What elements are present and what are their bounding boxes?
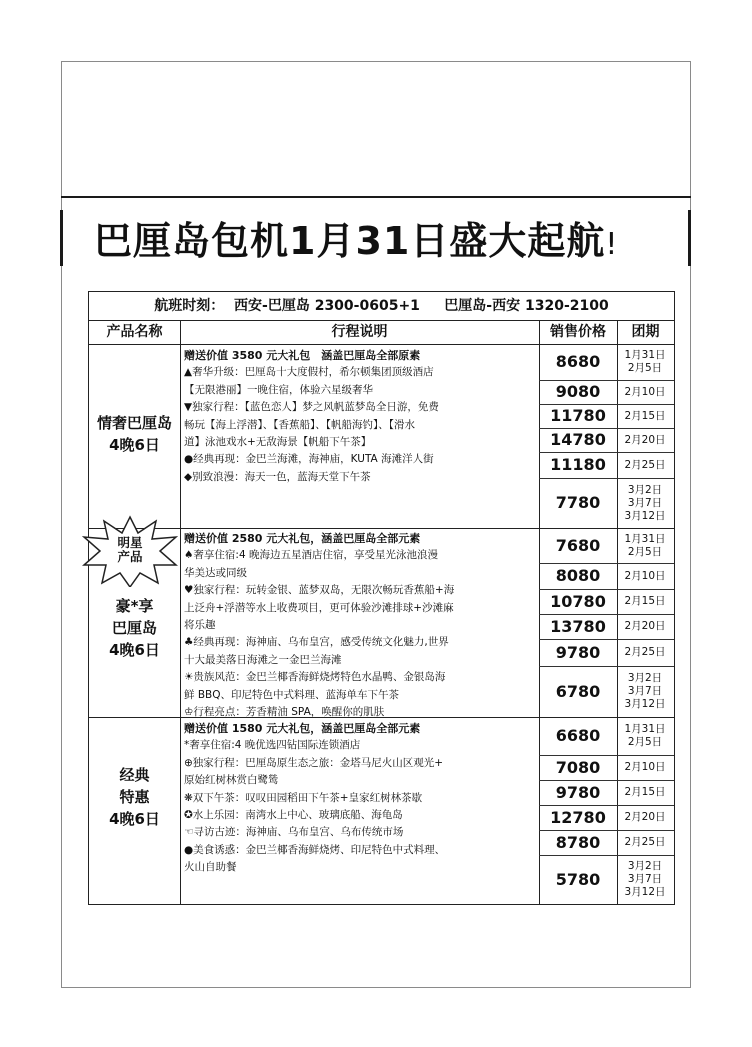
star-product-badge [82, 536, 178, 564]
product-name-line: 4晚6日 [109, 641, 160, 659]
header-itinerary: 行程说明 [180, 320, 539, 345]
departure-dates [617, 646, 673, 659]
sale-price: 7080 [555, 758, 601, 777]
itinerary-line: ✪水上乐园：南湾水上中心、玻璃底船、海龟岛 [184, 809, 403, 822]
departure-dates [617, 595, 673, 608]
departure-dates [617, 761, 673, 774]
sale-price: 11180 [550, 455, 606, 474]
itinerary-line: ●美食诱惑：金巴兰椰香海鲜烧烤、印尼特色中式料理、 [184, 843, 446, 856]
departure-date: 3月2日 [627, 860, 663, 872]
itinerary-line: ♥独家行程：玩转金银、蓝梦双岛，无限次畅玩香蕉船+海 [184, 584, 455, 597]
departure-date: 3月12日 [624, 509, 666, 522]
itinerary-line: 上泛舟+浮潜等水上收费项目，更可体验沙滩排球+沙滩麻 [184, 601, 454, 614]
product-name [89, 412, 180, 456]
sale-price: 9780 [555, 783, 601, 802]
departure-date: 3月12日 [624, 698, 666, 710]
title-text: 巴厘岛包机1月31日盛大起航 [94, 219, 606, 263]
itinerary-line: ☀贵族风范：金巴兰椰香海鲜烧烤特色水晶鸭、金银岛海 [184, 671, 446, 684]
itinerary-line: ⊕独家行程：巴厘岛原生态之旅：金塔马尼火山区观光+ [184, 756, 444, 769]
departure-date: 2月5日 [627, 545, 663, 558]
top-rule [61, 196, 691, 198]
badge-line-1: 明星 [117, 535, 143, 550]
sale-price: 5780 [555, 870, 601, 889]
sale-price: 12780 [550, 808, 606, 827]
product-itinerary [184, 720, 539, 877]
departure-dates [617, 786, 673, 799]
sale-price: 13780 [550, 617, 606, 636]
departure-date: 2月20日 [624, 433, 666, 446]
departure-date: 2月25日 [624, 836, 666, 848]
itinerary-line: ▲奢华升级：巴厘岛十大度假村，希尔顿集团顶级酒店 [184, 366, 434, 379]
itinerary-line: 火山自助餐 [184, 861, 237, 874]
sale-price: 8680 [555, 352, 601, 371]
product-itinerary [184, 347, 539, 486]
departure-date: 1月31日 [624, 349, 666, 361]
itinerary-line: ☜寻访古迹：海神庙、乌布皇宫、乌布传统市场 [184, 826, 404, 839]
departure-date: 2月10日 [624, 385, 666, 398]
departure-dates [617, 386, 673, 399]
itinerary-line: 原始红树林赏白鹭鸶 [184, 774, 279, 787]
departure-dates [617, 836, 673, 849]
sale-price: 11780 [550, 406, 606, 425]
departure-date: 2月5日 [627, 362, 663, 374]
itinerary-line: 鲜 BBQ、印尼特色中式料理、蓝海单车下午茶 [184, 688, 400, 701]
badge-line-2: 产品 [117, 549, 143, 564]
product-name-line: 特惠 [119, 788, 150, 806]
departure-date: 2月20日 [624, 811, 666, 823]
sale-price: 8780 [555, 833, 601, 852]
departure-dates [617, 434, 673, 447]
product-name [89, 595, 180, 661]
departure-dates [617, 484, 673, 523]
departure-date: 2月10日 [624, 761, 666, 773]
itinerary-line: ❋双下午茶：叹叹田园稻田下午茶+皇家红树林茶歇 [184, 791, 423, 804]
departure-date: 2月15日 [624, 595, 666, 607]
itinerary-line: *奢享住宿:4 晚优选四钻国际连锁酒店 [184, 739, 361, 752]
departure-dates [617, 349, 673, 375]
gift-package-line: 赠送价值 1580 元大礼包，涵盖巴厘岛全部元素 [184, 722, 421, 735]
itinerary-line: ●经典再现：金巴兰海滩，海神庙，KUTA 海滩洋人街 [184, 453, 434, 466]
itinerary-line: ♣经典再现：海神庙、乌布皇宫，感受传统文化魅力,世界 [184, 636, 449, 649]
itinerary-line: 华美达或同级 [184, 566, 247, 579]
product-name-line: 4晚6日 [109, 436, 160, 454]
itinerary-line: ♔行程亮点：芳香精油 SPA，唤醒你的肌肤 [184, 706, 385, 719]
departure-date: 3月2日 [627, 483, 663, 496]
departure-date: 3月7日 [627, 685, 663, 697]
departure-date: 2月25日 [624, 646, 666, 658]
page-title [94, 216, 674, 266]
title-mark: ! [605, 227, 619, 262]
departure-date: 2月15日 [624, 409, 666, 422]
departure-dates [617, 533, 673, 559]
product-name-line: 巴厘岛 [111, 619, 157, 637]
product-itinerary [184, 530, 539, 721]
header-price: 销售价格 [539, 320, 617, 345]
sale-price: 6680 [555, 726, 601, 745]
right-edge-mark [688, 210, 691, 266]
itinerary-table [88, 291, 675, 905]
departure-date: 1月31日 [624, 723, 666, 735]
itinerary-line: ◆别致浪漫：海天一色，蓝海天堂下午茶 [184, 470, 371, 483]
itinerary-line: 将乐趣 [184, 619, 216, 632]
product-name-line: 4晚6日 [109, 810, 160, 828]
sale-price: 9780 [555, 643, 601, 662]
product-name-line: 情奢巴厘岛 [96, 414, 172, 432]
departure-dates [617, 459, 673, 472]
flight-times [89, 292, 674, 321]
departure-date: 2月25日 [624, 458, 666, 471]
itinerary-line: ▼独家行程：【蓝色恋人】梦之风帆蓝梦岛全日游，免费 [184, 401, 439, 414]
sale-price: 7780 [555, 493, 601, 512]
column-divider [180, 320, 181, 904]
flight-label: 航班时刻： [154, 298, 225, 314]
departure-date: 1月31日 [624, 532, 666, 545]
departure-date: 2月5日 [627, 736, 663, 748]
sale-price: 10780 [550, 592, 606, 611]
gift-package-line: 赠送价值 2580 元大礼包，涵盖巴厘岛全部元素 [184, 532, 421, 545]
departure-dates [617, 723, 673, 749]
departure-date: 3月12日 [624, 886, 666, 898]
departure-date: 3月7日 [627, 496, 663, 509]
left-edge-mark [60, 210, 63, 266]
departure-dates [617, 811, 673, 824]
departure-date: 3月7日 [627, 873, 663, 885]
flight-return: 巴厘岛-西安 1320-2100 [444, 298, 609, 314]
product-name-line: 豪*享 [115, 597, 154, 615]
flight-outbound: 西安-巴厘岛 2300-0605+1 [234, 298, 420, 314]
departure-date: 2月20日 [624, 620, 666, 632]
departure-date: 2月10日 [624, 569, 666, 582]
sale-price: 6780 [555, 682, 601, 701]
departure-dates [617, 672, 673, 711]
sale-price: 9080 [555, 382, 601, 401]
header-product: 产品名称 [89, 320, 180, 345]
gift-package-line: 赠送价值 3580 元大礼包 涵盖巴厘岛全部原素 [184, 349, 421, 362]
departure-date: 2月15日 [624, 786, 666, 798]
departure-dates [617, 620, 673, 633]
departure-date: 3月2日 [627, 672, 663, 684]
sale-price: 14780 [550, 430, 606, 449]
itinerary-line: 畅玩【海上浮潜】、【香蕉船】、【帆船海钓】、【滑水 [184, 418, 415, 431]
product-name [89, 764, 180, 830]
itinerary-line: ♠奢享住宿:4 晚海边五星酒店住宿，享受星光泳池浪漫 [184, 549, 438, 562]
itinerary-line: 十大最美落日海滩之一金巴兰海滩 [184, 653, 342, 666]
itinerary-line: 【无限港丽】一晚住宿，体验六星级奢华 [184, 383, 373, 396]
itinerary-line: 道】泳池戏水+无敌海景【帆船下午茶】 [184, 436, 372, 449]
departure-dates [617, 410, 673, 423]
departure-dates [617, 860, 673, 899]
sale-price: 7680 [555, 536, 601, 555]
header-dates: 团期 [617, 320, 674, 345]
sale-price: 8080 [555, 566, 601, 585]
product-name-line: 经典 [119, 766, 150, 784]
departure-dates [617, 570, 673, 583]
